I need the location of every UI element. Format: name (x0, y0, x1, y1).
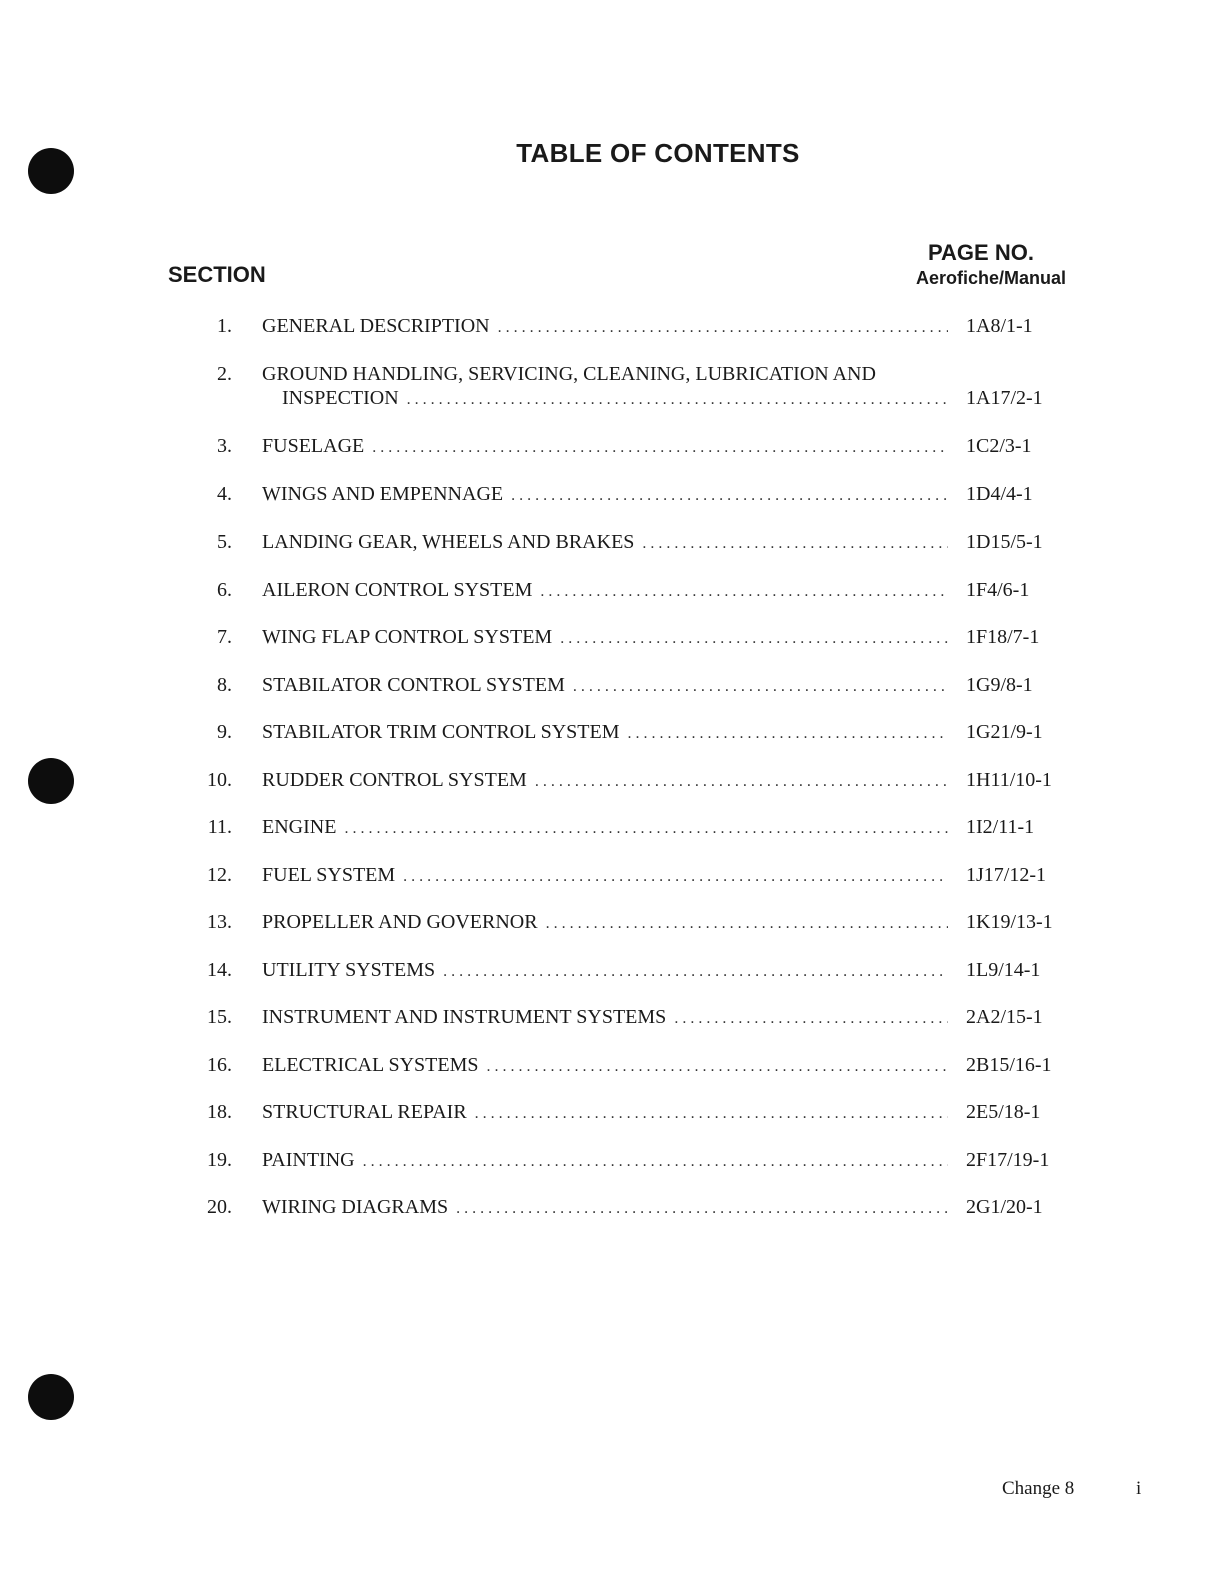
toc-entry-title: STRUCTURAL REPAIR (262, 1101, 467, 1123)
toc-entry-page: 2A2/15-1 (966, 1006, 1043, 1028)
toc-entry-page: 1A8/1-1 (966, 315, 1033, 337)
toc-entry-number: 20. (207, 1196, 232, 1218)
toc-entry-title: STABILATOR CONTROL SYSTEM (262, 674, 565, 696)
toc-entry-title: GENERAL DESCRIPTION (262, 315, 490, 337)
toc-entry-page: 2B15/16-1 (966, 1054, 1052, 1076)
toc-entry-page: 1C2/3-1 (966, 435, 1032, 457)
page-no-label: PAGE NO. (928, 240, 1034, 265)
leader-dots (344, 817, 948, 841)
toc-entry-number: 16. (207, 1054, 232, 1076)
toc-entry-title-line2: INSPECTION (282, 387, 399, 409)
toc-entry-title: WING FLAP CONTROL SYSTEM (262, 626, 553, 648)
toc-entry-title: UTILITY SYSTEMS (262, 959, 436, 981)
toc-entry-page: 2F17/19-1 (966, 1149, 1050, 1171)
leader-dots (560, 627, 948, 651)
leader-dots (487, 1055, 949, 1079)
toc-entry-page: 2G1/20-1 (966, 1196, 1043, 1218)
toc-entry-number: 10. (207, 769, 232, 791)
toc-entry-title: WINGS AND EMPENNAGE (262, 483, 504, 505)
leader-dots (674, 1007, 948, 1031)
toc-entry-page: 1I2/11-1 (966, 816, 1035, 838)
leader-dots (573, 675, 948, 699)
toc-entry-number: 1. (217, 315, 232, 337)
toc-entry-title: WIRING DIAGRAMS (262, 1196, 449, 1218)
toc-entry-number: 8. (217, 674, 232, 696)
leader-dots (372, 436, 948, 460)
leader-dots (511, 484, 948, 508)
toc-entry-title: INSTRUMENT AND INSTRUMENT SYSTEMS (262, 1006, 667, 1028)
toc-entry-number: 11. (207, 816, 232, 838)
toc-entry-page: 1G9/8-1 (966, 674, 1033, 696)
toc-entry-page: 1F4/6-1 (966, 579, 1030, 601)
toc-entry-number: 5. (217, 531, 232, 553)
toc-entry-title: LANDING GEAR, WHEELS AND BRAKES (262, 531, 635, 553)
toc-entry-number: 15. (207, 1006, 232, 1028)
leader-dots (540, 580, 948, 604)
toc-entry-title: FUEL SYSTEM (262, 864, 396, 886)
toc-entry-number: 18. (207, 1101, 232, 1123)
page-title: TABLE OF CONTENTS (516, 138, 800, 168)
toc-entry-page: 1L9/14-1 (966, 959, 1041, 981)
leader-dots (535, 770, 948, 794)
leader-dots (628, 722, 948, 746)
toc-entry-number: 2. (217, 363, 232, 385)
leader-dots (475, 1102, 948, 1126)
toc-entry-number: 3. (217, 435, 232, 457)
toc-entry-title: STABILATOR TRIM CONTROL SYSTEM (262, 721, 620, 743)
leader-dots (546, 912, 948, 936)
toc-entry-title-line1: GROUND HANDLING, SERVICING, CLEANING, LUBRICATION AND (262, 363, 876, 385)
footer-page-number: i (1136, 1478, 1142, 1499)
toc-entry-title: ELECTRICAL SYSTEMS (262, 1054, 479, 1076)
page-no-sublabel: Aerofiche/Manual (915, 268, 1066, 288)
toc-entry-title: AILERON CONTROL SYSTEM (262, 579, 533, 601)
toc-entry-page: 2E5/18-1 (966, 1101, 1041, 1123)
toc-entry-title: RUDDER CONTROL SYSTEM (262, 769, 527, 791)
leader-dots (363, 1150, 948, 1174)
leader-dots (407, 388, 948, 412)
toc-entry-number: 7. (217, 626, 232, 648)
footer-change-note: Change 8 (1002, 1478, 1075, 1499)
toc-entry-number: 14. (207, 959, 232, 981)
toc-entry-page: 1G21/9-1 (966, 721, 1043, 743)
toc-entry-page: 1J17/12-1 (966, 864, 1046, 886)
toc-entry-title: PROPELLER AND GOVERNOR (262, 911, 538, 933)
leader-dots (443, 960, 948, 984)
toc-entry-number: 12. (207, 864, 232, 886)
toc-entry-title: PAINTING (262, 1149, 355, 1171)
toc-entry-page: 1H11/10-1 (966, 769, 1052, 791)
leader-dots (403, 865, 948, 889)
toc-entry-title: ENGINE (262, 816, 337, 838)
toc-entry-page: 1F18/7-1 (966, 626, 1040, 648)
toc-entry-number: 19. (207, 1149, 232, 1171)
leader-dots (498, 316, 948, 340)
section-column-header: SECTION (168, 262, 266, 287)
toc-entry-page: 1D4/4-1 (966, 483, 1033, 505)
toc-entry-number: 6. (217, 579, 232, 601)
leader-dots (642, 532, 948, 556)
leader-dots (456, 1197, 948, 1221)
toc-entry-number: 9. (217, 721, 232, 743)
toc-entry-page: 1K19/13-1 (966, 911, 1053, 933)
toc-entry-title: FUSELAGE (262, 435, 365, 457)
toc-entry-page: 1D15/5-1 (966, 531, 1043, 553)
toc-entry-page: 1A17/2-1 (966, 387, 1043, 409)
toc-entry-number: 4. (217, 483, 232, 505)
toc-entry-number: 13. (207, 911, 232, 933)
